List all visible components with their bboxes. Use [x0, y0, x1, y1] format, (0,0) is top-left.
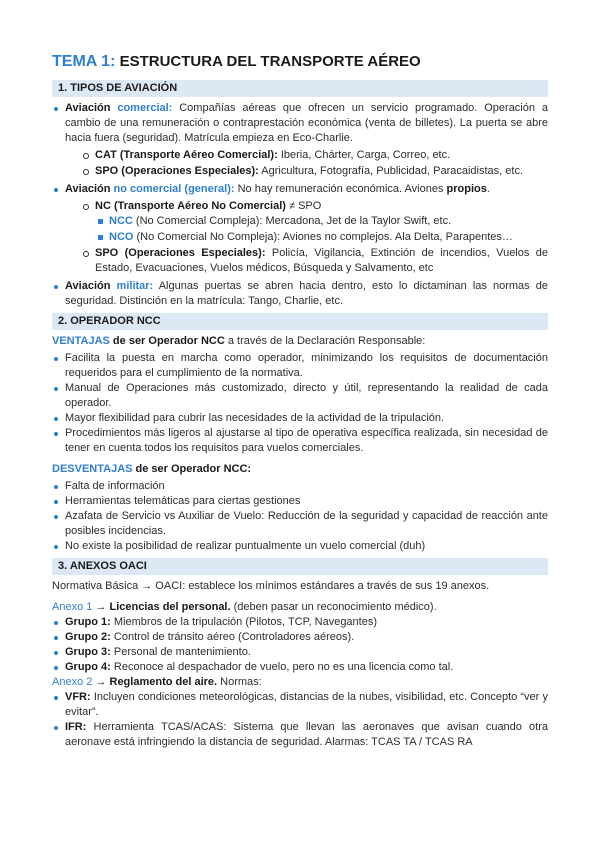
- item-text: Control de tránsito aéreo (Controladores aéreos).: [110, 631, 355, 643]
- item-text: Herramienta TCAS/ACAS: Sistema que llevan las aeronaves que avisan cuando otra aeronave está infringiendo la distancia de seguridad. Alarmas: TCAS TA / TCAS RA: [65, 721, 548, 748]
- item-bold: NC (Transporte Aéreo No Comercial): [95, 200, 286, 212]
- grupos-list: [52, 615, 548, 675]
- item-keyword: no comercial (general):: [113, 183, 235, 195]
- item-text: Agricultura, Fotografía, Publicidad, Paracaidistas, etc.: [258, 165, 523, 177]
- list-item: Mayor flexibilidad para cubrir las necesidades de la actividad de la tripulación.: [52, 411, 548, 426]
- list-item-comercial: [52, 101, 548, 179]
- list-item: No existe la posibilidad de realizar puntualmente un vuelo comercial (duh): [52, 539, 548, 554]
- item-text: ≠ SPO: [285, 200, 322, 212]
- section-header-ncc: 2. OPERADOR NCC: [52, 313, 548, 330]
- arrow: →: [92, 601, 110, 613]
- list-item-no-comercial: [52, 182, 548, 276]
- list-item: Falta de información: [52, 479, 548, 494]
- item-text: No hay remuneración económica. Aviones: [234, 183, 447, 195]
- item-text: (No Comercial No Compleja): Aviones no complejos. Ala Delta, Parapentes…: [133, 231, 513, 243]
- item-bold: Grupo 4:: [65, 661, 111, 673]
- title-text: ESTRUCTURA DEL TRANSPORTE AÉREO: [119, 53, 421, 70]
- item-keyword: comercial:: [117, 102, 173, 114]
- item-text: Miembros de la tripulación (Pilotos, TCP, Navegantes): [110, 616, 378, 628]
- anexo-label: Anexo 2: [52, 676, 93, 688]
- ventajas-list: [52, 351, 548, 456]
- section-header-tipos: 1. TIPOS DE AVIACIÓN: [52, 80, 548, 97]
- desventajas-heading: [52, 462, 548, 477]
- anexo-2-heading: [52, 675, 548, 690]
- item-bold: VFR:: [65, 691, 91, 703]
- item-bold: Grupo 3:: [65, 646, 111, 658]
- item-lead: Aviación: [65, 183, 114, 195]
- list-item-grupo: [52, 660, 548, 675]
- item-text: Iberia, Chárter, Carga, Correo, etc.: [277, 149, 451, 161]
- item-bold: SPO (Operaciones Especiales):: [95, 247, 266, 259]
- item-text: Algunas puertas se abren hacia dentro, esto lo dictaminan las normas de seguridad. Distinción en la matrícula: Tango, Charlie, etc.: [65, 280, 549, 307]
- item-lead: Aviación: [65, 280, 117, 292]
- sublist-item-spo: [65, 246, 548, 276]
- item-text: (No Comercial Compleja): Mercadona, Jet de la Taylor Swift, etc.: [132, 215, 452, 227]
- normas-list: [52, 690, 548, 750]
- ventajas-heading: [52, 334, 548, 349]
- title-number: TEMA 1:: [52, 53, 116, 70]
- anexo-1-heading: [52, 600, 548, 615]
- list-item-vfr: [52, 690, 548, 720]
- list-item: Procedimientos más ligeros al ajustarse al tipo de operativa específica realizada, sin necesidad de tener en cuenta todos los requisitos para vuelos comerciales.: [52, 426, 548, 456]
- item-text: Compañías aéreas que ofrecen un servicio programado. Operación a cambio de una remuneración o contraprestación económica (venta de billetes). La puerta se abre hacia fuera (seguridad). Matrícula empieza en Eco-Charlie.: [65, 102, 548, 144]
- heading-text: a través de la Declaración Responsable:: [224, 335, 426, 347]
- item-bold: CAT (Transporte Aéreo Comercial):: [95, 149, 278, 161]
- sublist-item-cat: [65, 148, 548, 163]
- sublist-item-spo: [65, 164, 548, 179]
- sublist-item-nc: [65, 199, 548, 245]
- aviation-types-list: [52, 101, 548, 309]
- anexos-intro: Normativa Básica → OACI: establece los mínimos estándares a través de sus 19 anexos.: [52, 580, 490, 592]
- item-bold: Grupo 2:: [65, 631, 111, 643]
- item-keyword: NCC: [109, 215, 133, 227]
- sublist-item-nco: [65, 230, 548, 245]
- item-text: Incluyen condiciones meteorológicas, distancias de la nubes, visibilidad, etc. Concepto “ver y evitar”.: [65, 691, 548, 718]
- heading-keyword: DESVENTAJAS: [52, 463, 133, 475]
- item-text: Policía, Vigilancia, Extinción de incendios, Vuelos de Estado, Evacuaciones, Vuelos médicos, Búsqueda y Salvamento, etc: [95, 247, 548, 274]
- heading-keyword: VENTAJAS: [52, 335, 110, 347]
- item-bold: IFR:: [65, 721, 87, 733]
- heading-bold: de ser Operador NCC: [109, 335, 225, 347]
- item-text: Reconoce al despachador de vuelo, pero no es una licencia como tal.: [110, 661, 454, 673]
- item-bold: Grupo 1:: [65, 616, 111, 628]
- anexo-title: Licencias del personal.: [109, 601, 231, 613]
- item-text: Personal de mantenimiento.: [110, 646, 251, 658]
- page-title: [52, 52, 548, 72]
- list-item-grupo: [52, 645, 548, 660]
- anexo-text: (deben pasar un reconocimiento médico).: [230, 601, 437, 613]
- list-item-ifr: [52, 720, 548, 750]
- item-bold: propios: [446, 183, 487, 195]
- arrow: →: [92, 676, 110, 688]
- list-item-militar: [52, 279, 548, 309]
- list-item-grupo: [52, 630, 548, 645]
- anexo-label: Anexo 1: [52, 601, 93, 613]
- list-item: Manual de Operaciones más customizado, directo y útil, representando la realidad de cada operador.: [52, 381, 548, 411]
- item-keyword: militar:: [116, 280, 154, 292]
- sublist-no-comercial: [65, 199, 548, 276]
- list-item: Herramientas telemáticas para ciertas gestiones: [52, 494, 548, 509]
- heading-bold: de ser Operador NCC:: [132, 463, 252, 475]
- list-item-grupo: [52, 615, 548, 630]
- desventajas-list: [52, 479, 548, 554]
- list-item: Azafata de Servicio vs Auxiliar de Vuelo: Reducción de la seguridad y capacidad de reacción ante posibles incidencias.: [52, 509, 548, 539]
- item-text: .: [486, 183, 490, 195]
- sublist-item-ncc: [65, 214, 548, 229]
- item-bold: SPO (Operaciones Especiales):: [95, 165, 259, 177]
- section-header-anexos: 3. ANEXOS OACI: [52, 558, 548, 575]
- anexo-text: Normas:: [217, 676, 262, 688]
- sublist-nc: [65, 214, 548, 245]
- anexo-title: Reglamento del aire.: [109, 676, 218, 688]
- item-keyword: NCO: [109, 231, 134, 243]
- item-lead: Aviación: [65, 102, 118, 114]
- list-item: Facilita la puesta en marcha como operador, minimizando los requisitos de documentación requeridos para el cumplimiento de la normativa.: [52, 351, 548, 381]
- sublist-comercial: [65, 148, 548, 179]
